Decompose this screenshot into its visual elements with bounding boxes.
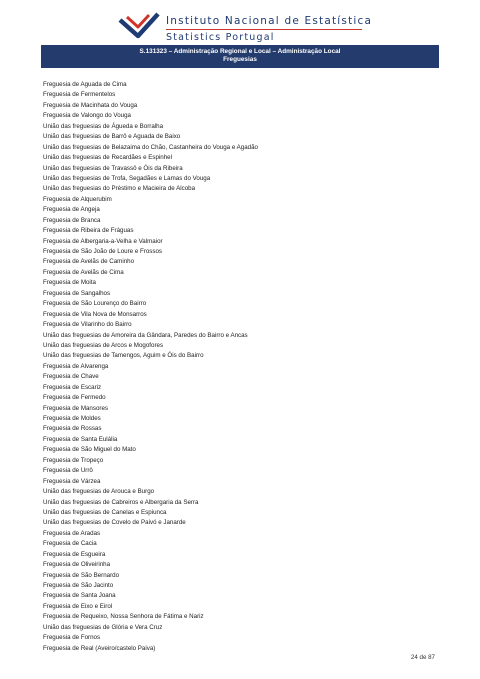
ine-logo xyxy=(118,10,373,46)
list-item: Freguesia de Aguada de Cima xyxy=(43,81,127,88)
list-item: Freguesia de Esgueira xyxy=(43,550,106,558)
list-item: Freguesia de Moita xyxy=(43,279,96,287)
list-item: Freguesia de Escariz xyxy=(43,383,102,391)
list-item: União das freguesias de Belazaima do Chão, Castanheira do Vouga e Agadão xyxy=(43,143,258,151)
list-item: Freguesia de Macinhata do Vouga xyxy=(43,101,138,109)
list-item: Freguesia de Urrô xyxy=(43,467,93,475)
list-item: União das freguesias de Águeda e Borralha xyxy=(43,122,164,130)
list-item: Freguesia de Alquerubim xyxy=(43,195,112,203)
list-item: União das freguesias de Trofa, Segadães e Lamas do Vouga xyxy=(43,174,211,182)
list-item: União das freguesias de Travassô e Óis da Ribeira xyxy=(43,164,183,172)
list-item: Freguesia de São João de Loure e Frossos xyxy=(43,248,163,255)
freguesia-list xyxy=(43,80,258,654)
logo-divider xyxy=(166,29,362,30)
list-item: Freguesia de Valongo do Vouga xyxy=(43,112,131,120)
list-item: União das freguesias de Glória e Vera Cruz xyxy=(43,623,163,631)
list-item: União das freguesias de Tamengos, Aguim e Óis do Bairro xyxy=(43,352,204,360)
list-item: Freguesia de Fermentelos xyxy=(43,91,116,99)
list-item: União das freguesias de Recardães e Espinhel xyxy=(43,154,172,162)
org-name-english: Statistics Portugal xyxy=(166,32,275,43)
list-item: Freguesia de Rossas xyxy=(43,425,102,433)
list-item: Freguesia de São Jacinto xyxy=(43,582,114,589)
list-item: Freguesia de Angeja xyxy=(43,206,100,214)
list-item: Freguesia de Avelãs de Cima xyxy=(43,268,124,276)
list-item: Freguesia de Real (Aveiro/castelo Paiva) xyxy=(43,644,156,652)
list-item: Freguesia de Santa Joana xyxy=(43,592,116,600)
list-item: Freguesia de Eixo e Eirol xyxy=(43,602,113,610)
list-item: Freguesia de Chave xyxy=(43,373,99,381)
list-item: Freguesia de Requeixo, Nossa Senhora de Fátima e Nariz xyxy=(43,613,204,621)
list-item: Freguesia de Alvarenga xyxy=(43,362,109,370)
list-item: Freguesia de Aradas xyxy=(43,529,101,537)
section-subtitle: Freguesias xyxy=(223,56,257,63)
list-item: Freguesia de Vila Nova de Monsarros xyxy=(43,310,147,318)
list-item: União das freguesias de Arcos e Mogofores xyxy=(43,341,164,349)
list-item: Freguesia de Albergaria-a-Velha e Valmaior xyxy=(43,237,163,245)
list-item: Freguesia de Avelãs de Caminho xyxy=(43,258,135,266)
list-item: Freguesia de São Bernardo xyxy=(43,571,120,579)
list-item: União das freguesias de Covelo de Paivó e Janarde xyxy=(43,519,186,527)
list-item: Freguesia de Sangalhos xyxy=(43,289,111,297)
list-item: União das freguesias do Préstimo e Macieira de Alcoba xyxy=(43,185,196,193)
list-item: União das freguesias de Canelas e Espiunca xyxy=(43,508,167,516)
org-name: Instituto Nacional de Estatística xyxy=(166,15,373,27)
list-item: Freguesia de Moldes xyxy=(43,415,101,422)
list-item: Freguesia de Tropeço xyxy=(43,456,104,464)
ine-logo-icon xyxy=(118,10,160,42)
list-item: Freguesia de Oliveirinha xyxy=(43,561,111,569)
list-item: União das freguesias de Arouca e Burgo xyxy=(43,488,155,496)
list-item: Freguesia de São Miguel do Mato xyxy=(43,446,136,454)
list-item: União das freguesias de Amoreira da Gândara, Paredes do Bairro e Ancas xyxy=(43,331,248,339)
list-item: Freguesia de Várzea xyxy=(43,477,101,485)
list-item: União das freguesias de Cabreiros e Albergaria da Serra xyxy=(43,498,199,506)
list-item: Freguesia de Fermedo xyxy=(43,394,106,402)
list-item: Freguesia de Mansores xyxy=(43,404,109,412)
list-item: Freguesia de Vilarinho do Bairro xyxy=(43,321,132,329)
list-item: Freguesia de Santa Eulália xyxy=(43,435,118,443)
list-item: Freguesia de Cacia xyxy=(43,540,97,548)
list-item: Freguesia de Branca xyxy=(43,216,101,224)
list-item: Freguesia de Fornos xyxy=(43,634,101,642)
list-item: Freguesia de Ribeira de Fráguas xyxy=(43,227,134,235)
list-item: União das freguesias de Barrô e Aguada de Baixo xyxy=(43,133,181,141)
list-item: Freguesia de São Lourenço do Bairro xyxy=(43,300,147,308)
section-title: S.131323 – Administração Regional e Local – Administração Local xyxy=(139,48,341,55)
page-number: 24 de 87 xyxy=(410,654,435,661)
section-banner xyxy=(41,45,439,68)
